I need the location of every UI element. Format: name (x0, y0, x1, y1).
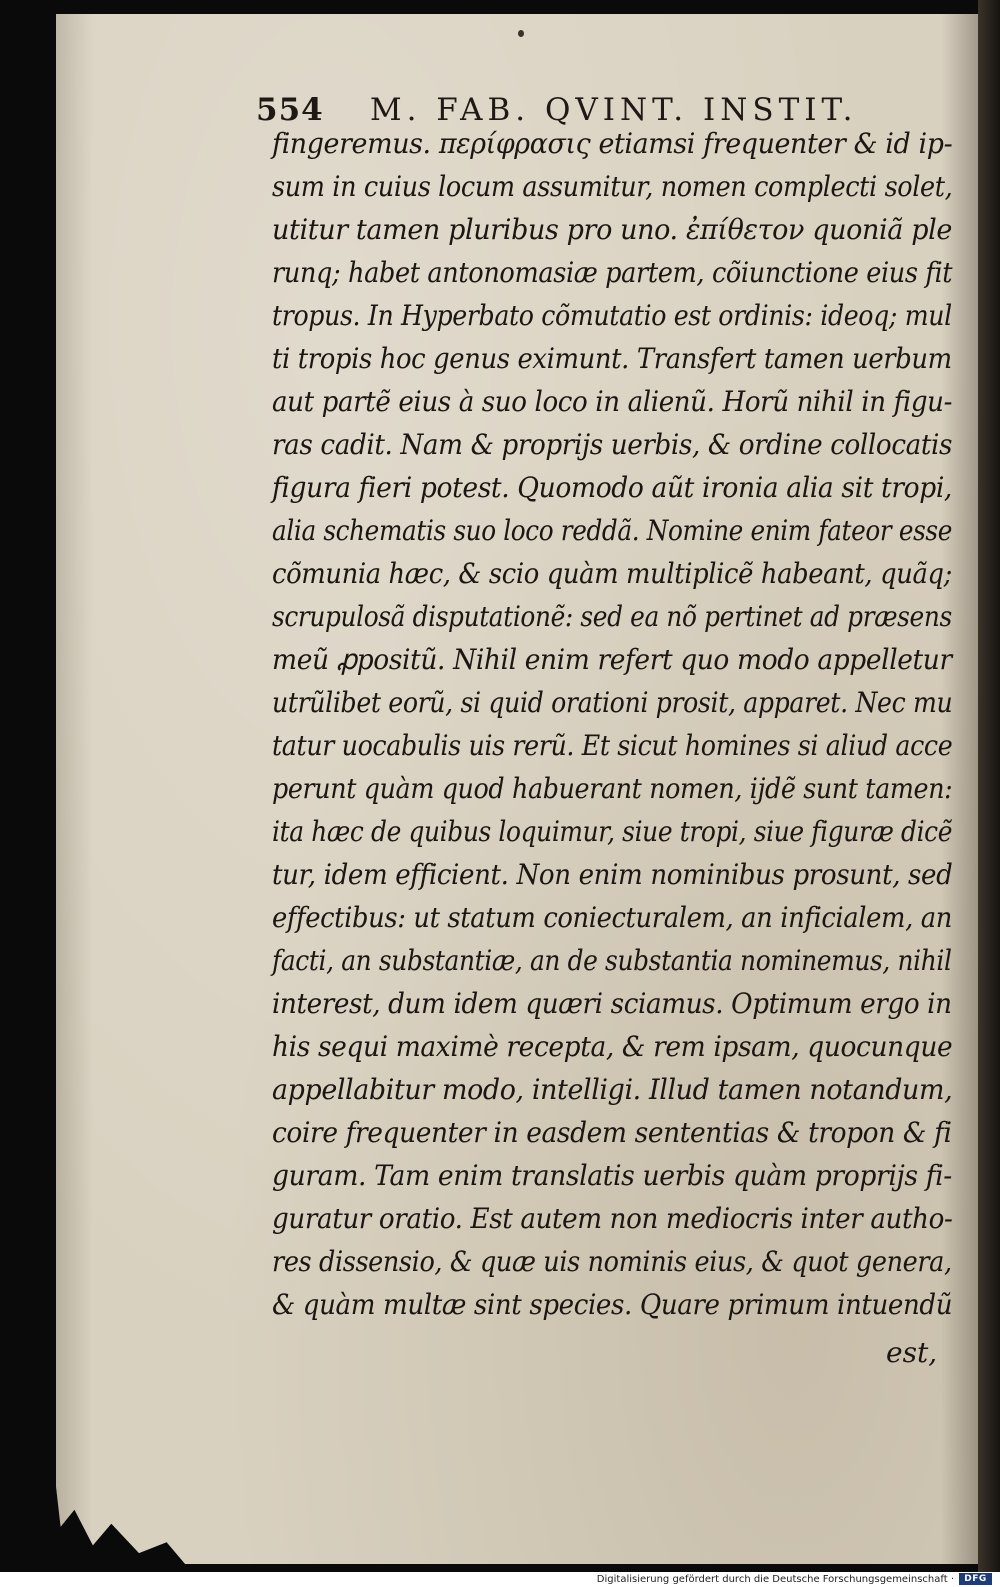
text-line: utitur tamen pluribus pro uno. ἐπίθετον quoniã ple (272, 213, 952, 246)
text-line: aut partẽ eius à suo loco in alienũ. Horũ nihil in figu- (272, 385, 953, 418)
text-line: scrupulosã disputationẽ: sed ea nõ pertinet ad præsens (272, 600, 952, 633)
text-line: tur, idem efficient. Non enim nominibus prosunt, sed (272, 858, 953, 891)
text-line: alia schematis suo loco reddã. Nomine enim fateor esse (272, 514, 952, 547)
text-line: meũ ꝓpositũ. Nihil enim refert quo modo appelletur (272, 643, 952, 676)
text-line: facti, an substantiæ, an de substantia nominemus, nihil (272, 944, 952, 977)
text-line: tropus. In Hyperbato cõmutatio est ordinis: ideoq; mul (272, 299, 952, 332)
text-line: ita hæc de quibus loquimur, siue tropi, siue figuræ dicẽ (272, 815, 953, 848)
text-line: sum in cuius locum assumitur, nomen complecti solet, (272, 170, 953, 203)
text-line: res dissensio, & quæ uis nominis eius, & quot genera, (272, 1245, 952, 1278)
page-number: 554 (256, 92, 324, 128)
text-line: cõmunia hæc, & scio quàm multiplicẽ habeant, quãq; (272, 557, 952, 590)
text-line: ras cadit. Nam & proprijs uerbis, & ordine collocatis (272, 428, 953, 461)
funding-credit: Digitalisierung gefördert durch die Deutsche Forschungsgemeinschaft · (596, 1574, 954, 1585)
text-line: ti tropis hoc genus eximunt. Transfert tamen uerbum (272, 342, 952, 375)
text-line: runq; habet antonomasiæ partem, cõiunctione eius fit (272, 256, 953, 289)
text-line: tatur uocabulis uis rerũ. Et sicut homines si aliud acce (272, 729, 953, 762)
text-line: perunt quàm quod habuerant nomen, ijdẽ sunt tamen: (272, 772, 953, 805)
text-line: appellabitur modo, intelligi. Illud tamen notandum, (272, 1073, 953, 1106)
text-line: fingeremus. περίφρασις etiamsi frequenter & id ip- (272, 127, 953, 160)
text-line: utrũlibet eorũ, si quid orationi prosit, apparet. Nec mu (272, 686, 953, 719)
page-edge-shadow (978, 0, 1000, 1587)
dfg-logo: DFG (959, 1573, 992, 1585)
ink-spot (518, 30, 524, 37)
text-line: his sequi maximè recepta, & rem ipsam, quocunque (272, 1030, 953, 1063)
catchword: est, (886, 1336, 938, 1369)
text-line: effectibus: ut statum coniecturalem, an inficialem, an (272, 901, 952, 934)
text-line: & quàm multæ sint species. Quare primum intuendũ (272, 1288, 953, 1321)
text-line: guram. Tam enim translatis uerbis quàm proprijs fi- (272, 1159, 952, 1192)
text-line: interest, dum idem quæri sciamus. Optimum ergo in (272, 987, 952, 1020)
text-line: figura fieri potest. Quomodo aũt ironia alia sit tropi, (272, 471, 952, 504)
text-line: coire frequenter in easdem sententias & tropon & fi (272, 1116, 952, 1149)
running-head: M. FAB. QVINT. INSTIT. (369, 92, 858, 128)
text-line: guratur oratio. Est autem non mediocris inter autho- (272, 1202, 953, 1235)
